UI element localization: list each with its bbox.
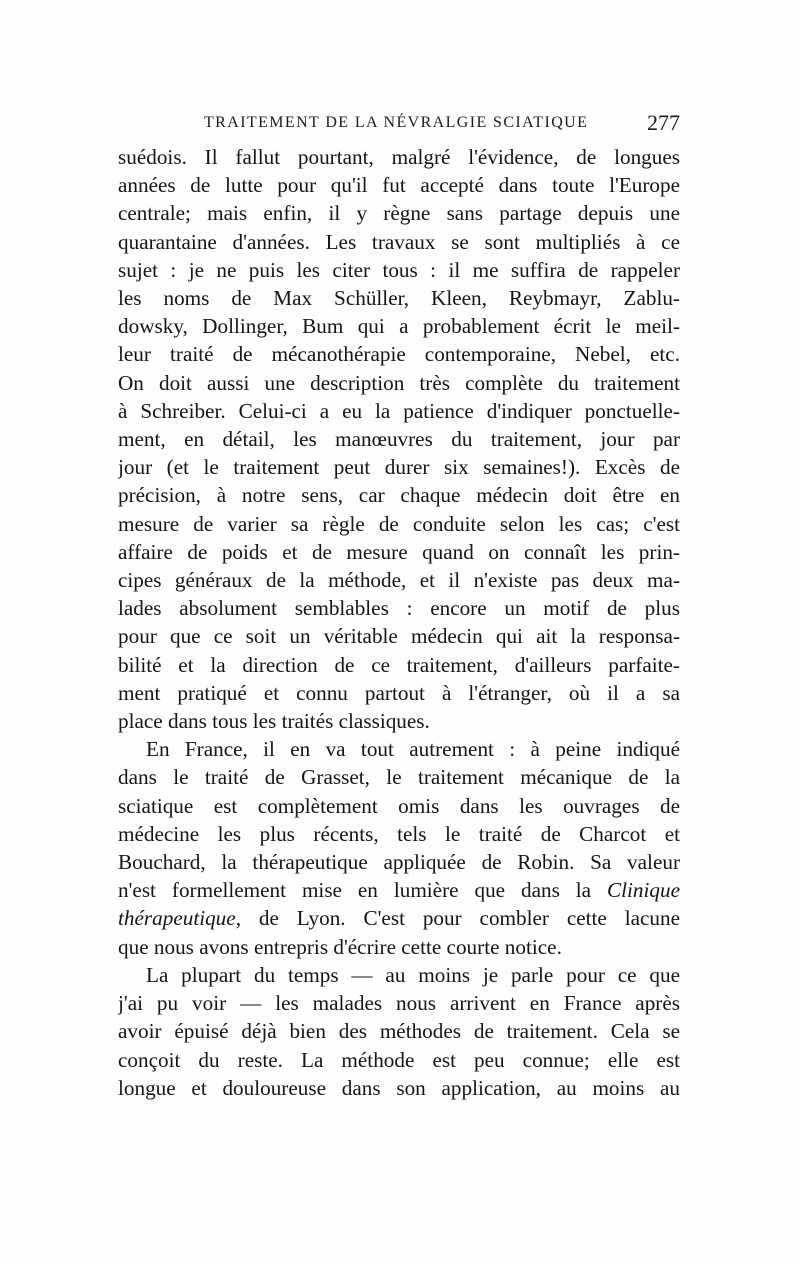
paragraph-3 [118,961,680,1102]
running-title: TRAITEMENT DE LA NÉVRALGIE SCIATIQUE [204,114,589,131]
text-segment: , de Lyon. C'est pour combler cette lacune [235,906,680,931]
text-line: quarantaine d'années. Les travaux se sont multipliés à ce [118,229,680,254]
text-line: Bouchard, la thérapeutique appliquée de Robin. Sa valeur [118,850,680,875]
text-line: En France, il en va tout autrement : à peine indiqué [146,737,680,762]
text-line: centrale; mais enfin, il y règne sans partage depuis une [118,201,680,226]
text-line: On doit aussi une description très complète du traitement [118,370,680,395]
text-line: mesure de varier sa règle de conduite selon les cas; c'est [118,511,680,536]
text-line: à Schreiber. Celui-ci a eu la patience d'indiquer ponctuelle- [118,398,680,423]
text-line [118,876,680,904]
text-line: dans le traité de Grasset, le traitement mécanique de la [118,765,680,790]
text-line: sujet : je ne puis les citer tous : il me suffira de rappeler [118,257,680,282]
text-line: leur traité de mécanothérapie contemporaine, Nebel, etc. [118,342,680,367]
text-line: longue et douloureuse dans son application, au moins au [118,1075,680,1100]
text-line: précision, à notre sens, car chaque médecin doit être en [118,483,680,508]
text-line: cipes généraux de la méthode, et il n'existe pas deux ma- [118,568,680,593]
body-text [118,143,680,1102]
paragraph-1 [118,143,680,735]
text-line: avoir épuisé déjà bien des méthodes de traitement. Cela se [118,1019,680,1044]
text-line: années de lutte pour qu'il fut accepté dans toute l'Europe [118,173,680,198]
text-line: pour que ce soit un véritable médecin qui ait la responsa- [118,624,680,649]
text-line: sciatique est complètement omis dans les ouvrages de [118,793,680,818]
text-line [118,904,680,932]
text-line: les noms de Max Schüller, Kleen, Reybmayr, Zablu- [118,286,680,311]
text-line: jour (et le traitement peut durer six semaines!). Excès de [118,455,680,480]
italic-title: thérapeutique [118,906,236,931]
running-head [118,110,680,140]
text-line: ment, en détail, les manœuvres du traitement, jour par [118,427,680,452]
text-line: lades absolument semblables : encore un motif de plus [118,596,680,621]
text-line: La plupart du temps — au moins je parle pour ce que [146,962,680,987]
text-line: place dans tous les traités classiques. [118,709,430,734]
text-line: dowsky, Dollinger, Bum qui a probablement écrit le meil- [118,314,680,339]
text-line: j'ai pu voir — les malades nous arrivent en France après [118,991,680,1016]
italic-title: Clinique [607,878,680,903]
paragraph-2 [118,735,680,961]
text-segment: n'est formellement mise en lumière que dans la [118,878,592,903]
text-line: que nous avons entrepris d'écrire cette courte notice. [118,934,562,959]
page-number: 277 [647,110,680,135]
text-line: bilité et la direction de ce traitement, d'ailleurs parfaite- [118,652,680,677]
text-line: ment pratiqué et connu partout à l'étranger, où il a sa [118,680,680,705]
text-line: conçoit du reste. La méthode est peu connue; elle est [118,1047,680,1072]
text-line: suédois. Il fallut pourtant, malgré l'évidence, de longues [118,145,680,169]
text-line: affaire de poids et de mesure quand on connaît les prin- [118,539,680,564]
text-line: médecine les plus récents, tels le traité de Charcot et [118,821,680,846]
